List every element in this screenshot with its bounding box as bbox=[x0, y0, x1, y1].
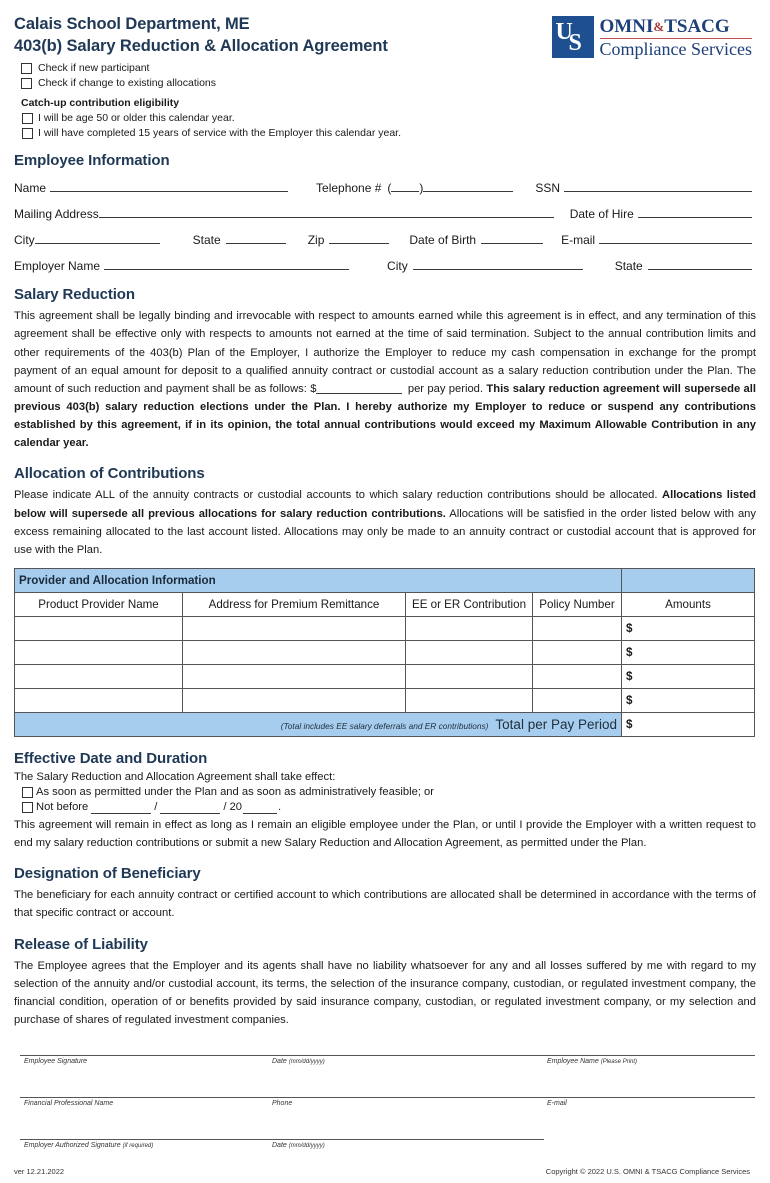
change-allocations-checkbox-row[interactable] bbox=[14, 77, 756, 89]
section-heading-release-of-liability: Release of Liability bbox=[14, 935, 148, 953]
cell-provider-3[interactable] bbox=[15, 665, 183, 689]
allocation-text-bold: Allocations listed below will supersede all previous allocations for salary reduction contributions. bbox=[14, 489, 756, 520]
label-employee-name-note: (Please Print) bbox=[600, 1059, 638, 1066]
input-effective-day[interactable] bbox=[160, 802, 220, 814]
signature-row-3 bbox=[14, 1139, 756, 1165]
label-name: Name bbox=[14, 181, 47, 196]
input-area-code[interactable] bbox=[391, 180, 419, 192]
telephone-paren-open: ( bbox=[387, 181, 392, 196]
provider-allocation-table bbox=[14, 568, 755, 737]
omni-tsacg-logo bbox=[552, 16, 752, 59]
fifteen-years-checkbox-row[interactable] bbox=[14, 127, 756, 139]
cell-amount-2[interactable]: $ bbox=[622, 641, 755, 665]
table-row bbox=[15, 617, 755, 641]
logo-omni: OMNI bbox=[599, 16, 654, 37]
label-financial-professional-name: Financial Professional Name bbox=[24, 1100, 114, 1108]
cell-amount-4[interactable]: $ bbox=[622, 689, 755, 713]
input-city[interactable] bbox=[35, 232, 160, 244]
table-band-title: Provider and Allocation Information bbox=[15, 569, 622, 593]
input-email[interactable] bbox=[599, 232, 752, 244]
label-employer-authorized-signature-note: (if required) bbox=[122, 1143, 154, 1150]
input-employer-name[interactable] bbox=[104, 258, 349, 270]
table-row bbox=[15, 665, 755, 689]
input-zip[interactable] bbox=[329, 232, 389, 244]
label-signature-date-1-text: Date bbox=[272, 1058, 289, 1066]
signature-block bbox=[14, 1055, 756, 1183]
signature-rule-3 bbox=[20, 1139, 544, 1140]
label-employee-name-text: Employee Name bbox=[547, 1058, 601, 1066]
label-signature-date-3 bbox=[272, 1142, 325, 1149]
section-heading-beneficiary: Designation of Beneficiary bbox=[14, 865, 201, 883]
table-band-spacer bbox=[622, 569, 755, 593]
label-city: City bbox=[14, 233, 35, 248]
cell-policy-4[interactable] bbox=[533, 689, 622, 713]
logo-tsacg: TSACG bbox=[664, 16, 730, 37]
input-date-of-birth[interactable] bbox=[481, 232, 543, 244]
effective-date-intro: The Salary Reduction and Allocation Agreement shall take effect: bbox=[14, 771, 336, 784]
column-header-policy-number: Policy Number bbox=[533, 593, 622, 617]
label-signature-date-3-format: (mm/dd/yyyy) bbox=[288, 1143, 325, 1150]
input-telephone[interactable] bbox=[423, 180, 513, 192]
effective-option-2-label: Not before bbox=[36, 801, 89, 814]
input-mailing-address[interactable] bbox=[99, 206, 554, 218]
input-reduction-amount[interactable] bbox=[316, 382, 402, 394]
age-50-label: I will be age 50 or older this calendar year. bbox=[38, 112, 235, 125]
label-state: State bbox=[192, 233, 221, 248]
cell-contribution-4[interactable] bbox=[406, 689, 533, 713]
effective-period: . bbox=[278, 801, 282, 814]
page-title-line1: Calais School Department, ME bbox=[14, 15, 250, 33]
cell-contribution-3[interactable] bbox=[406, 665, 533, 689]
input-effective-month[interactable] bbox=[91, 802, 151, 814]
footer-version: ver 12.21.2022 bbox=[14, 1167, 65, 1177]
age-50-checkbox-row[interactable] bbox=[14, 112, 756, 124]
cell-policy-1[interactable] bbox=[533, 617, 622, 641]
effective-option-2-row[interactable] bbox=[22, 801, 756, 813]
logo-line-2: Compliance Services bbox=[599, 39, 752, 60]
label-email-signature: E-mail bbox=[547, 1100, 567, 1108]
label-ssn: SSN bbox=[535, 181, 561, 196]
cell-address-3[interactable] bbox=[183, 665, 406, 689]
column-header-address: Address for Premium Remittance bbox=[183, 593, 406, 617]
cell-address-4[interactable] bbox=[183, 689, 406, 713]
input-date-of-hire[interactable] bbox=[638, 206, 752, 218]
label-employer-city: City bbox=[387, 259, 408, 274]
change-allocations-checkbox[interactable] bbox=[21, 78, 32, 89]
section-heading-salary-reduction: Salary Reduction bbox=[14, 286, 135, 304]
table-band-row bbox=[15, 569, 755, 593]
fifteen-years-checkbox[interactable] bbox=[22, 128, 33, 139]
cell-provider-4[interactable] bbox=[15, 689, 183, 713]
label-employee-signature-text: Employee Signature bbox=[24, 1058, 88, 1066]
input-name[interactable] bbox=[50, 180, 288, 192]
logo-letter-u: U bbox=[555, 19, 573, 45]
telephone-paren-close: ) bbox=[419, 181, 424, 196]
table-row bbox=[15, 689, 755, 713]
allocation-text-b: Allocations will be satisfied in the order listed below with any excess remaining allocated to the last account listed. Allocations may only be made to an annuity contract or custodial account that is approved for use with the Plan. bbox=[14, 507, 756, 556]
effective-slash-2: / 20 bbox=[223, 801, 243, 814]
salary-reduction-paragraph bbox=[14, 307, 756, 452]
total-label: Total per Pay Period bbox=[495, 717, 617, 733]
signature-rule-2 bbox=[20, 1097, 755, 1098]
new-participant-label: Check if new participant bbox=[38, 62, 150, 75]
fifteen-years-label: I will have completed 15 years of service with the Employer this calendar year. bbox=[38, 127, 402, 140]
input-effective-year[interactable] bbox=[243, 802, 277, 814]
logo-wordmark bbox=[600, 16, 752, 59]
effective-option-2-checkbox[interactable] bbox=[22, 802, 33, 813]
signature-rule-1 bbox=[20, 1055, 755, 1056]
label-employer-authorized-signature bbox=[24, 1142, 153, 1149]
release-paragraph: The Employee agrees that the Employer and its agents shall have no liability whatsoever for any and all losses suffered by me with regard to my selection of the annuity and/or custodial account, its terms, the selection of the insurance company, custodian, or regulated investment company, the financial condition, operation of or benefits provided by said insurance company, custodian, or regulated investment company, or my selection and purchase of shares of regulated investment companies. bbox=[14, 959, 756, 1026]
label-zip: Zip bbox=[307, 233, 325, 248]
table-total-row bbox=[15, 713, 755, 737]
label-employer-authorized-signature-text: Employer Authorized Signature bbox=[24, 1142, 123, 1150]
cell-contribution-2[interactable] bbox=[406, 641, 533, 665]
salary-reduction-text-b: per pay period. bbox=[407, 382, 484, 395]
label-date-of-hire: Date of Hire bbox=[569, 207, 634, 222]
column-header-contribution: EE or ER Contribution bbox=[406, 593, 533, 617]
column-header-provider: Product Provider Name bbox=[15, 593, 183, 617]
us-monogram-icon bbox=[552, 16, 594, 58]
field-row-city-state-zip bbox=[14, 232, 756, 247]
section-heading-employee-information: Employee Information bbox=[14, 152, 170, 170]
field-row-name bbox=[14, 180, 756, 195]
cell-amount-1[interactable]: $ bbox=[622, 617, 755, 641]
new-participant-checkbox[interactable] bbox=[21, 63, 32, 74]
salary-reduction-text-a: This agreement shall be legally binding and irrevocable with respect to amounts earned while this agreement is in effect, and any termination of this agreement shall be effective only with respects to amounts not earned at the time of said termination. Subject to the annual contribution limits and other requirements of the 403(b) Plan of the Employer, I authorize the Employer to reduce my cash compensation in exchange for the prompt payment of an equal amount for deposit to a qualified annuity contract or custodial account as a salary reduction contribution under the Plan. The amount of such reduction and payment shall be as follows: $ bbox=[14, 310, 756, 395]
cell-total-amount[interactable]: $ bbox=[622, 713, 755, 737]
signature-row-1 bbox=[14, 1055, 756, 1097]
cell-policy-2[interactable] bbox=[533, 641, 622, 665]
salary-reduction-text-bold: This salary reduction agreement will supersede all previous 403(b) salary reduction elections under the Plan. I hereby authorize my Employer to reduce or suspend any contributions established by this agreement, if in its opinion, the total annual contributions would exceed my Maximum Allowable Contribution in any calendar year. bbox=[14, 382, 756, 450]
input-ssn[interactable] bbox=[564, 180, 752, 192]
footer-copyright: Copyright © 2022 U.S. OMNI & TSACG Compliance Services bbox=[545, 1167, 750, 1177]
table-row bbox=[15, 641, 755, 665]
cell-policy-3[interactable] bbox=[533, 665, 622, 689]
document-header bbox=[14, 12, 756, 59]
label-signature-date-1-format: (mm/dd/yyyy) bbox=[288, 1059, 325, 1066]
effective-date-closing: This agreement will remain in effect as long as I remain an eligible employee under the Plan, or until I provide the Employer with a written request to end my salary reduction contributions or submit a new Salary Reduction and Allocation Agreement, as permitted under the Plan. bbox=[14, 819, 756, 850]
document-footer bbox=[14, 1167, 756, 1183]
input-employer-city[interactable] bbox=[413, 258, 583, 270]
column-header-amounts: Amounts bbox=[622, 593, 755, 617]
change-allocations-label: Check if change to existing allocations bbox=[38, 77, 217, 90]
new-participant-checkbox-row[interactable] bbox=[14, 62, 756, 74]
effective-slash-1: / bbox=[154, 801, 158, 814]
total-note: (Total includes EE salary deferrals and ER contributions) bbox=[280, 721, 489, 732]
logo-line-1 bbox=[600, 17, 752, 37]
page-title-line2: 403(b) Salary Reduction & Allocation Agreement bbox=[14, 36, 388, 55]
section-heading-allocation: Allocation of Contributions bbox=[14, 465, 205, 483]
label-employer-state: State bbox=[614, 259, 643, 274]
label-employer-name: Employer Name bbox=[14, 259, 101, 274]
logo-letter-s: S bbox=[568, 30, 582, 56]
field-row-employer bbox=[14, 258, 756, 273]
label-signature-date-3-text: Date bbox=[272, 1142, 289, 1150]
label-telephone: Telephone # bbox=[316, 181, 382, 196]
effective-option-1-row[interactable] bbox=[22, 786, 756, 798]
cell-provider-1[interactable] bbox=[15, 617, 183, 641]
signature-row-2 bbox=[14, 1097, 756, 1139]
allocation-text-a: Please indicate ALL of the annuity contracts or custodial accounts to which salary reduction contributions should be allocated. bbox=[14, 489, 658, 502]
effective-option-1-label: As soon as permitted under the Plan and as soon as administratively feasible; or bbox=[36, 786, 434, 799]
total-band-cell bbox=[15, 713, 622, 737]
cell-provider-2[interactable] bbox=[15, 641, 183, 665]
beneficiary-paragraph: The beneficiary for each annuity contract or certified account to which contributions are allocated shall be determined in accordance with the terms of that specific contract or account. bbox=[14, 889, 756, 920]
cell-contribution-1[interactable] bbox=[406, 617, 533, 641]
field-row-mailing-address bbox=[14, 206, 756, 221]
label-signature-date-1 bbox=[272, 1058, 325, 1065]
label-phone: Phone bbox=[272, 1100, 293, 1108]
logo-ampersand: & bbox=[653, 19, 665, 34]
effective-option-1-checkbox[interactable] bbox=[22, 787, 33, 798]
title-block bbox=[14, 12, 388, 58]
label-date-of-birth: Date of Birth bbox=[409, 233, 477, 248]
label-employee-name-print bbox=[547, 1058, 637, 1065]
table-header-row bbox=[15, 593, 755, 617]
input-employer-state[interactable] bbox=[648, 258, 752, 270]
cell-address-2[interactable] bbox=[183, 641, 406, 665]
label-mailing-address: Mailing Address bbox=[14, 207, 99, 222]
allocation-paragraph bbox=[14, 486, 756, 559]
cell-amount-3[interactable]: $ bbox=[622, 665, 755, 689]
age-50-checkbox[interactable] bbox=[22, 113, 33, 124]
cell-address-1[interactable] bbox=[183, 617, 406, 641]
input-state[interactable] bbox=[226, 232, 286, 244]
section-heading-effective-date: Effective Date and Duration bbox=[14, 750, 208, 768]
label-email: E-mail bbox=[561, 233, 596, 248]
catchup-eligibility-heading: Catch-up contribution eligibility bbox=[21, 97, 180, 110]
label-employee-signature bbox=[24, 1058, 87, 1065]
